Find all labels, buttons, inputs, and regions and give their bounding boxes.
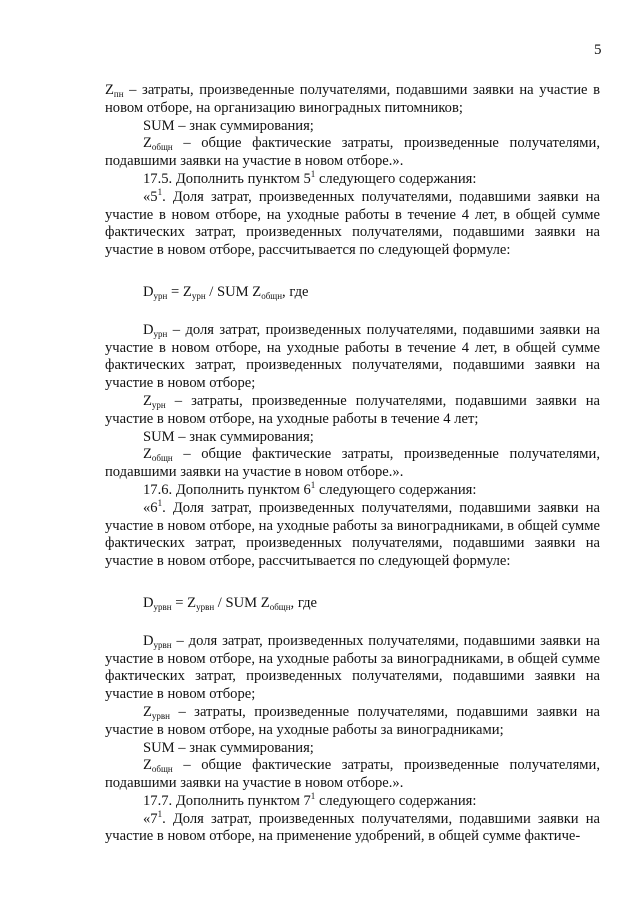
point-5-1 — [105, 186, 600, 260]
symbol-subscript: общн — [151, 142, 173, 153]
formula-d: D — [143, 283, 154, 300]
clause-text: 17.6. Дополнить пунктом 6 — [143, 481, 311, 498]
point-7-1 — [105, 808, 600, 847]
symbol-subscript: урн — [151, 399, 166, 410]
definition-text: – доля затрат, произведенных получателями, подавшими заявки на участие в новом отборе, на уходные работы за виноградниками, в общей сумме фактических затрат, произведенных получателями, подавшими заявки на участие в новом отборе; — [105, 632, 600, 703]
formula-d: D — [143, 594, 154, 611]
definition-z-urn — [105, 393, 600, 429]
symbol-subscript: общн — [151, 453, 173, 464]
clause-text: 17.5. Дополнить пунктом 5 — [143, 170, 311, 187]
clause-text: следующего содержания: — [315, 170, 477, 187]
definition-sum: SUM – знак суммирования; — [143, 428, 314, 445]
point-superscript: 1 — [157, 808, 163, 819]
definition-text: – общие фактические затраты, произведенные получателями, подавшими заявки на участие в новом отборе.». — [105, 757, 600, 792]
definition-text: – затраты, произведенные получателями, подавшими заявки на участие в новом отборе, на уходные работы в течение 4 лет; — [105, 392, 600, 427]
symbol-subscript: урн — [153, 328, 168, 339]
formula-sum: / SUM Z — [205, 283, 262, 300]
clause-text: следующего содержания: — [315, 481, 477, 498]
symbol-subscript: общн — [151, 764, 173, 775]
formula-tail: , где — [282, 283, 309, 300]
symbol: Z — [143, 703, 152, 720]
symbol: Z — [143, 392, 152, 409]
definition-text: – общие фактические затраты, произведенные получателями, подавшими заявки на участие в новом отборе.». — [105, 135, 600, 170]
point-text: «7 — [143, 810, 158, 827]
clause-17-5 — [105, 168, 600, 189]
definition-d-urvn — [105, 633, 600, 704]
symbol-subscript: пн — [113, 89, 124, 99]
document-body — [105, 82, 600, 846]
symbol: Z — [105, 82, 114, 98]
point-text: «6 — [143, 499, 158, 516]
definition-z-pn — [105, 82, 600, 118]
formula-subscript: урн — [153, 290, 168, 301]
definition-z-obshn — [105, 446, 600, 482]
definition-z-urvn — [105, 704, 600, 740]
clause-superscript: 1 — [310, 790, 316, 801]
clause-superscript: 1 — [310, 168, 316, 179]
symbol-subscript: урвн — [151, 710, 170, 721]
definition-text: – доля затрат, произведенных получателями, подавшими заявки на участие в новом отборе, на уходные работы в течение 4 лет, в общей сумме фактических затрат, произведенных получателями, подавшими заявки на участие в новом отборе; — [105, 321, 600, 392]
definition-text: – затраты, произведенные получателями, подавшими заявки на участие в новом отборе, на организацию виноградных питомников; — [105, 82, 600, 116]
point-superscript: 1 — [157, 497, 163, 508]
formula-tail: , где — [290, 594, 317, 611]
symbol-subscript: урвн — [153, 639, 172, 650]
clause-text: следующего содержания: — [315, 792, 477, 809]
symbol: Z — [143, 446, 152, 463]
definition-d-urn — [105, 322, 600, 393]
definition-z-obshn — [105, 135, 600, 171]
definition-text: – общие фактические затраты, произведенные получателями, подавшими заявки на участие в новом отборе.». — [105, 446, 600, 481]
clause-17-6 — [105, 479, 600, 500]
point-text: . Доля затрат, произведенных получателями, подавшими заявки на участие в новом отборе, на уходные работы в течение 4 лет, в общей сумме фактических затрат, произведенных получателями, подавшими заявки на участие в новом отборе, рассчитывается по следующей формуле: — [105, 188, 600, 259]
formula-sum: / SUM Z — [214, 594, 270, 611]
point-text: . Доля затрат, произведенных получателями, подавшими заявки на участие в новом отборе, на применение удобрений, в общей сумме фактиче- — [105, 810, 600, 845]
formula-eq: = Z — [171, 594, 197, 611]
symbol: Z — [143, 757, 152, 774]
formula-subscript: урвн — [196, 601, 215, 612]
definition-text: – затраты, произведенные получателями, подавшими заявки на участие в новом отборе, на уходные работы за виноградниками; — [105, 703, 600, 738]
clause-superscript: 1 — [310, 479, 316, 490]
formula-subscript: общн — [269, 601, 291, 612]
formula-d-urvn — [143, 595, 600, 613]
point-text: . Доля затрат, произведенных получателями, подавшими заявки на участие в новом отборе, на уходные работы за виноградниками, в общей сумме фактических затрат, произведенных получателями, подавшими заявки на участие в новом отборе, рассчитывается по следующей формуле: — [105, 499, 600, 570]
point-superscript: 1 — [157, 186, 163, 197]
clause-17-7 — [105, 790, 600, 811]
formula-eq: = Z — [167, 283, 192, 300]
formula-d-urn — [143, 284, 600, 302]
formula-subscript: урн — [191, 290, 206, 301]
symbol: D — [143, 632, 154, 649]
page-number: 5 — [594, 42, 602, 58]
point-text: «5 — [143, 188, 158, 205]
symbol: D — [143, 321, 154, 338]
definition-z-obshn — [105, 757, 600, 793]
point-6-1 — [105, 497, 600, 571]
definition-sum: SUM – знак суммирования; — [143, 739, 314, 756]
formula-subscript: урвн — [153, 601, 172, 612]
symbol: Z — [143, 135, 152, 152]
formula-subscript: общн — [261, 290, 283, 301]
definition-sum: SUM – знак суммирования; — [143, 117, 314, 134]
clause-text: 17.7. Дополнить пунктом 7 — [143, 792, 311, 809]
